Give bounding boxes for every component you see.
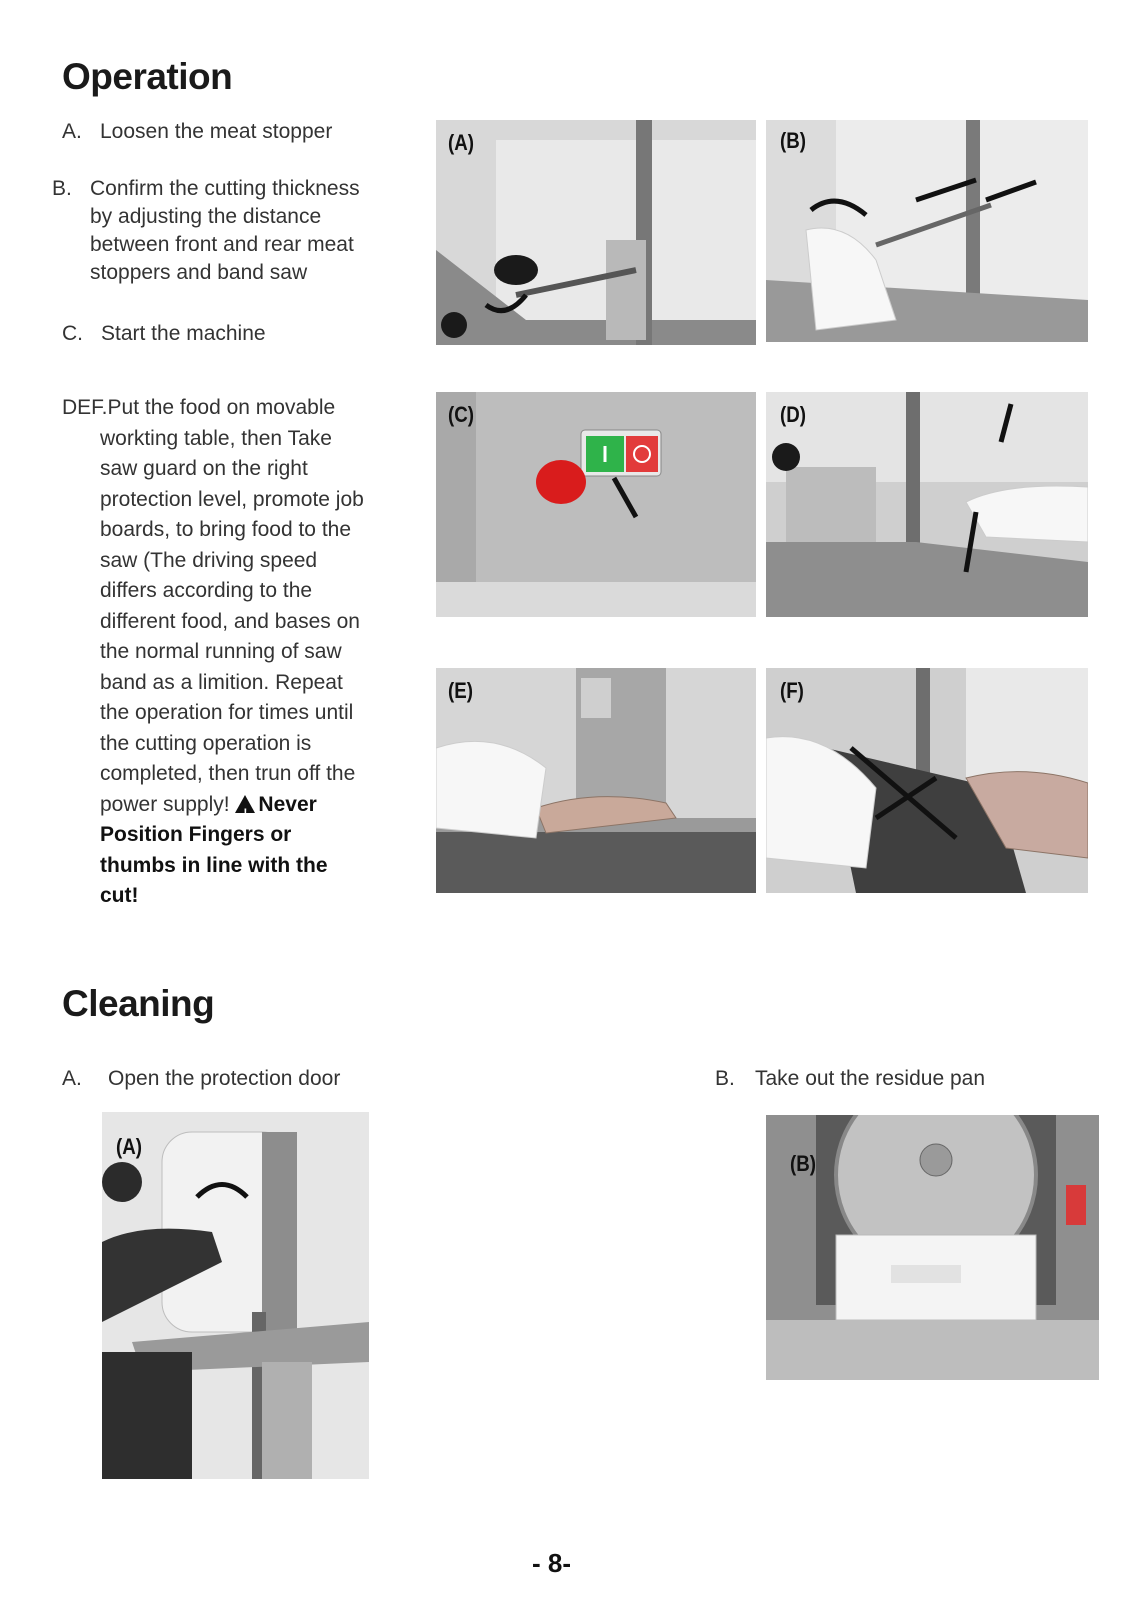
def-line: saw (The driving speed <box>100 548 318 572</box>
warning-triangle-icon <box>235 795 255 813</box>
warning-line: thumbs in line with the <box>100 853 328 877</box>
cleaning-photo-b <box>766 1115 1099 1380</box>
step-c-letter: C. <box>62 322 83 345</box>
photo-a <box>436 120 756 345</box>
photo-b-label: (B) <box>780 128 806 153</box>
operation-heading: Operation <box>62 56 233 97</box>
step-b <box>52 175 360 287</box>
photo-e-illustration <box>436 668 756 893</box>
warning-line: Position Fingers or <box>100 823 292 846</box>
cleaning-step-b-letter: B. <box>715 1067 735 1090</box>
cleaning-photo-a-illustration <box>102 1112 369 1479</box>
photo-b-illustration <box>766 120 1088 342</box>
def-line: the operation for times until <box>100 701 354 724</box>
cleaning-step-b <box>715 1065 985 1093</box>
page-number: - 8- <box>532 1548 571 1578</box>
photo-c-illustration <box>436 392 756 617</box>
cleaning-photo-b-label: (B) <box>790 1151 816 1176</box>
cleaning-step-a-text: Open the protection door <box>108 1067 341 1090</box>
step-b-letter: B. <box>52 177 72 200</box>
photo-d-label: (D) <box>780 402 806 427</box>
def-last-plain: power supply! <box>100 792 230 816</box>
step-c <box>62 320 266 348</box>
photo-d <box>766 392 1088 617</box>
cleaning-photo-a <box>102 1112 369 1479</box>
def-line: the normal running of saw <box>100 640 342 663</box>
def-line: boards, to bring food to the <box>100 518 352 541</box>
photo-b <box>766 120 1088 342</box>
photo-c-label: (C) <box>448 402 474 427</box>
def-line: completed, then trun off the <box>100 762 356 785</box>
cleaning-step-a <box>62 1065 340 1093</box>
def-line: protection level, promote job <box>100 487 364 511</box>
step-a <box>62 118 332 146</box>
photo-a-label: (A) <box>448 130 474 155</box>
cleaning-photo-a-label: (A) <box>116 1134 142 1159</box>
warning-line: cut! <box>100 884 139 907</box>
step-b-line: between front and rear meat <box>90 233 354 256</box>
def-line: band as a limition. Repeat <box>100 670 343 694</box>
photo-a-illustration <box>436 120 756 345</box>
photo-e <box>436 668 756 893</box>
step-b-line: by adjusting the distance <box>90 205 322 228</box>
def-line: DEF.Put the food on movable <box>62 396 336 419</box>
def-line: workting table, then Take <box>100 426 332 450</box>
step-a-letter: A. <box>62 120 82 143</box>
cleaning-heading: Cleaning <box>62 983 215 1024</box>
step-a-text: Loosen the meat stopper <box>100 120 333 143</box>
warning-first: Never <box>258 792 317 816</box>
step-b-line: Confirm the cutting thickness <box>90 177 360 200</box>
def-line: different food, and bases on <box>100 609 360 633</box>
def-line: the cutting operation is <box>100 731 312 755</box>
cleaning-step-b-text: Take out the residue pan <box>755 1067 985 1090</box>
photo-f-illustration <box>766 668 1088 893</box>
cleaning-step-a-letter: A. <box>62 1067 82 1090</box>
photo-e-label: (E) <box>448 678 473 703</box>
photo-c <box>436 392 756 617</box>
step-def <box>62 393 412 912</box>
step-c-text: Start the machine <box>101 322 266 345</box>
def-last-line <box>100 790 412 821</box>
def-line: saw guard on the right <box>100 457 308 480</box>
photo-f <box>766 668 1088 893</box>
step-b-line: stoppers and band saw <box>90 261 308 284</box>
photo-d-illustration <box>766 392 1088 617</box>
photo-f-label: (F) <box>780 678 804 703</box>
def-line: differs according to the <box>100 579 313 602</box>
